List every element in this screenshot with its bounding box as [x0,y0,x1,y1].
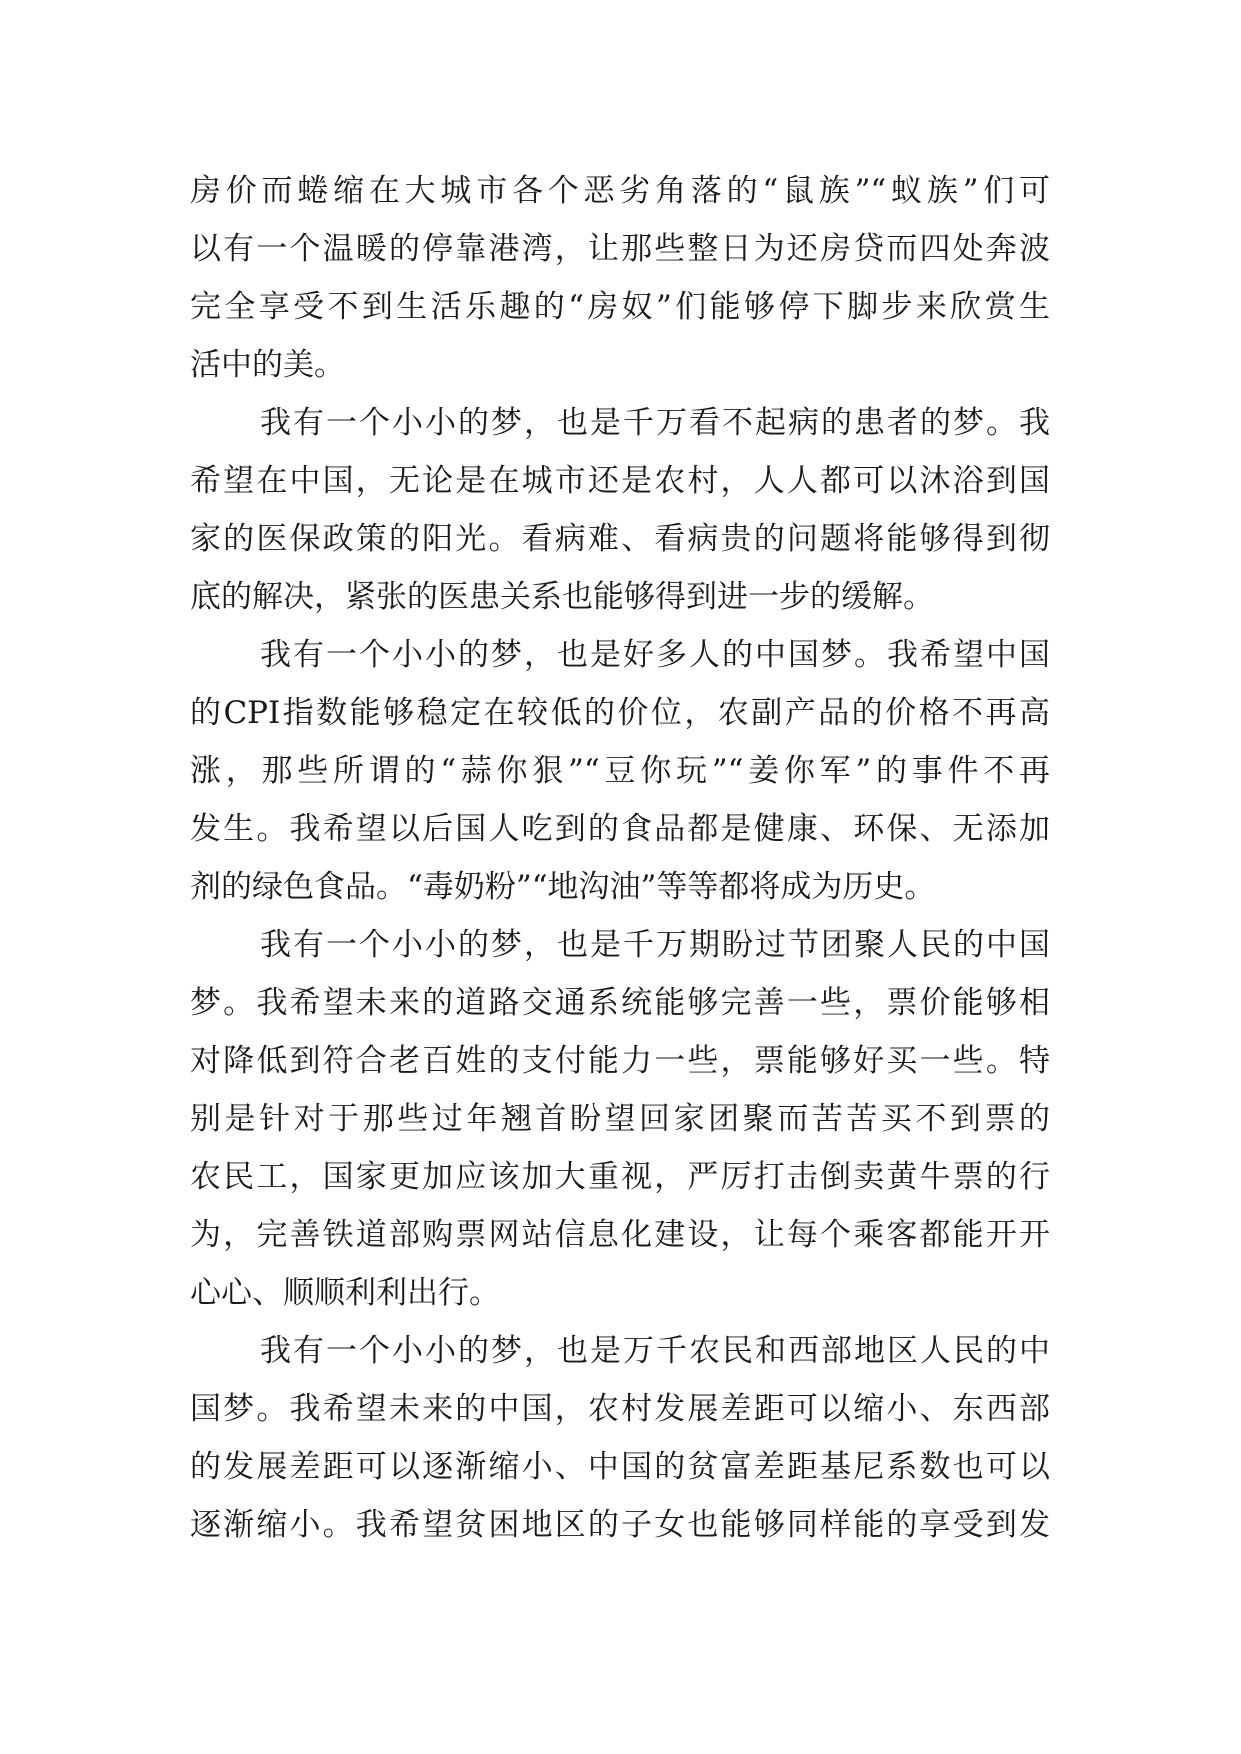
text-line: 国梦。我希望未来的中国，农村发展差距可以缩小、东西部 [190,1391,1050,1427]
text-line: 希望在中国，无论是在城市还是农村，人人都可以沐浴到国 [190,463,1050,499]
text-line: 涨，那些所谓的“蒜你狠”“豆你玩”“姜你军”的事件不再 [190,753,1050,789]
text-line: 对降低到符合老百姓的支付能力一些，票能够好买一些。特 [190,1043,1050,1079]
text-line: 的CPI指数能够稳定在较低的价位，农副产品的价格不再高 [190,695,1050,731]
text-line: 为，完善铁道部购票网站信息化建设，让每个乘客都能开开 [190,1217,1050,1253]
text-line: 的发展差距可以逐渐缩小、中国的贫富差距基尼系数也可以 [190,1449,1050,1485]
text-line: 农民工，国家更加应该加大重视，严厉打击倒卖黄牛票的行 [190,1159,1050,1195]
text-line: 别是针对于那些过年翘首盼望回家团聚而苦苦买不到票的 [190,1101,1050,1137]
text-line: 发生。我希望以后国人吃到的食品都是健康、环保、无添加 [190,811,1050,847]
text-line: 完全享受不到生活乐趣的“房奴”们能够停下脚步来欣赏生 [190,289,1050,325]
text-line: 我有一个小小的梦，也是千万期盼过节团聚人民的中国 [260,927,1050,963]
text-line: 逐渐缩小。我希望贫困地区的子女也能够同样能的享受到发 [190,1507,1050,1543]
text-line: 我有一个小小的梦，也是千万看不起病的患者的梦。我 [260,405,1050,441]
text-line: 剂的绿色食品。“毒奶粉”“地沟油”等等都将成为历史。 [190,869,936,905]
text-line: 活中的美。 [190,347,345,383]
paragraph [190,626,1050,916]
text-line: 底的解决，紧张的医患关系也能够得到进一步的缓解。 [190,579,934,615]
text-line: 我有一个小小的梦，也是好多人的中国梦。我希望中国 [260,637,1050,673]
paragraph [190,916,1050,1322]
text-line: 梦。我希望未来的道路交通系统能够完善一些，票价能够相 [190,985,1050,1021]
text-line: 房价而蜷缩在大城市各个恶劣角落的“鼠族”“蚁族”们可 [190,173,1050,209]
text-line: 以有一个温暖的停靠港湾，让那些整日为还房贷而四处奔波 [190,231,1050,267]
text-line: 我有一个小小的梦，也是万千农民和西部地区人民的中 [260,1333,1050,1369]
text-line: 家的医保政策的阳光。看病难、看病贵的问题将能够得到彻 [190,521,1050,557]
document-body [190,162,1050,1554]
paragraph [190,1322,1050,1554]
paragraph [190,162,1050,394]
text-line: 心心、顺顺利利出行。 [190,1275,500,1311]
paragraph [190,394,1050,626]
